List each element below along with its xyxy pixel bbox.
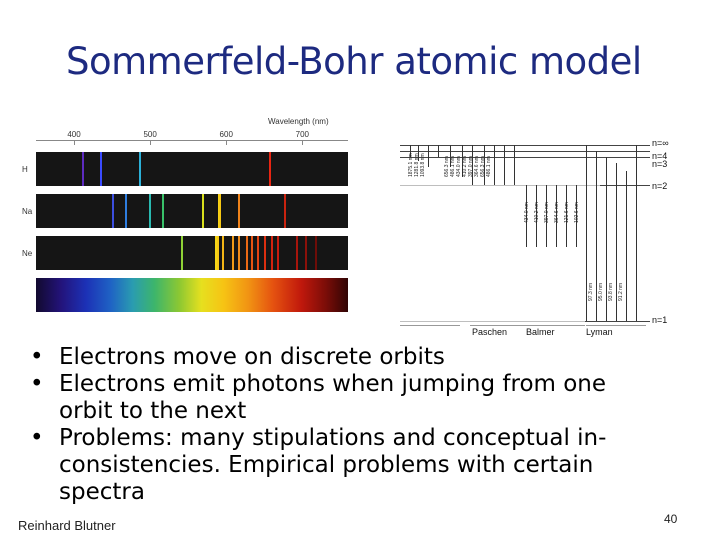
transition-wavelength-label: 656.3 nm <box>480 156 486 177</box>
energy-level-label: n=1 <box>652 315 668 325</box>
wavelength-tick-label: 400 <box>67 130 81 139</box>
spectral-line <box>100 152 102 186</box>
spectral-line <box>264 236 266 270</box>
energy-level-line <box>400 185 600 186</box>
transition-wavelength-label: 656.3 nm <box>444 156 450 177</box>
transition-wavelength-label: 93.8 nm <box>608 282 614 301</box>
wavelength-tick <box>226 140 227 145</box>
spectral-line <box>296 236 298 270</box>
transition-arrow <box>626 171 627 321</box>
spectral-line <box>305 236 307 270</box>
spectral-line <box>162 194 164 228</box>
energy-level-line <box>400 157 650 158</box>
series-label: Paschen <box>472 327 508 337</box>
spectrum-row-label: H <box>22 165 28 174</box>
energy-level-label: n=∞ <box>652 138 669 148</box>
spectral-line <box>238 194 240 228</box>
spectral-line <box>125 194 127 228</box>
energy-level-diagram <box>400 137 705 342</box>
spectral-line <box>277 236 279 270</box>
transition-arrow <box>438 145 439 157</box>
spectral-line <box>181 236 183 270</box>
spectral-line <box>219 194 221 228</box>
energy-level-label: n=2 <box>652 181 668 191</box>
energy-level-label: n=3 <box>652 159 668 169</box>
transition-arrow <box>494 145 495 185</box>
bullet-item: • Problems: many stipulations and conceptual in-consistencies. Empirical problems with certain spectra <box>30 425 660 506</box>
transition-arrow <box>586 145 587 321</box>
transition-wavelength-label: 486.1 nm <box>450 156 456 177</box>
spectral-line <box>238 236 240 270</box>
transition-wavelength-label: 95.0 nm <box>598 282 604 301</box>
wavelength-tick <box>74 140 75 145</box>
spectral-line <box>217 236 219 270</box>
spectral-line <box>222 236 224 270</box>
transition-wavelength-label: 1093.8 nm <box>420 153 426 177</box>
wavelength-tick <box>302 140 303 145</box>
wavelength-axis-title: Wavelength (nm) <box>268 117 329 126</box>
page-number: 40 <box>664 512 678 526</box>
transition-arrow <box>428 145 429 167</box>
bullet-item: • Electrons emit photons when jumping from one orbit to the next <box>30 371 660 425</box>
transition-arrow <box>636 145 637 321</box>
transition-wavelength-label: 364.6 nm <box>474 156 480 177</box>
spectral-line <box>246 236 248 270</box>
transition-wavelength-label: 410.2 nm <box>534 202 540 223</box>
spectral-line <box>257 236 259 270</box>
series-bracket <box>470 325 585 326</box>
energy-level-label: n=4 <box>652 151 668 161</box>
emission-spectrum-band <box>36 152 348 186</box>
spectrum-row-label: Na <box>22 207 33 216</box>
spectral-line <box>202 194 204 228</box>
series-bracket <box>400 325 460 326</box>
transition-arrow <box>596 151 597 321</box>
series-label: Balmer <box>526 327 555 337</box>
transition-wavelength-label: 91.2 nm <box>618 282 624 301</box>
transition-wavelength-label: 486.1 nm <box>486 156 492 177</box>
transition-wavelength-label: 434.0 nm <box>524 202 530 223</box>
emission-spectrum-band <box>36 194 348 228</box>
bullet-item: • Electrons move on discrete orbits <box>30 344 660 371</box>
spectral-line <box>112 194 114 228</box>
transition-wavelength-label: 97.3 nm <box>588 282 594 301</box>
spectra-figure <box>18 112 350 327</box>
spectral-line <box>315 236 317 270</box>
spectral-line <box>149 194 151 228</box>
transition-wavelength-label: 434.0 nm <box>456 156 462 177</box>
spectral-line <box>284 194 286 228</box>
transition-wavelength-label: 1875.1 nm <box>408 153 414 177</box>
bullet-list <box>30 344 660 506</box>
slide-title: Sommerfeld-Bohr atomic model <box>66 40 642 83</box>
transition-wavelength-label: 364.6 nm <box>554 202 560 223</box>
energy-level-line <box>400 321 585 322</box>
spectral-line <box>269 152 271 186</box>
spectrum-row-label: Ne <box>22 249 33 258</box>
transition-wavelength-label: 397.0 nm <box>468 156 474 177</box>
transition-wavelength-label: 410.2 nm <box>462 156 468 177</box>
spectral-line <box>139 152 141 186</box>
transition-wavelength-label: 102.6 nm <box>574 202 580 223</box>
wavelength-tick-label: 500 <box>143 130 157 139</box>
wavelength-scale <box>36 140 348 141</box>
transition-wavelength-label: 121.6 nm <box>564 202 570 223</box>
emission-spectrum-band <box>36 236 348 270</box>
transition-arrow <box>616 163 617 321</box>
energy-level-line <box>600 185 650 186</box>
series-bracket <box>586 325 646 326</box>
wavelength-tick-label: 600 <box>219 130 233 139</box>
transition-arrow <box>504 145 505 185</box>
spectral-line <box>82 152 84 186</box>
transition-wavelength-label: 1281.8 nm <box>414 153 420 177</box>
energy-level-line <box>585 321 650 322</box>
author-footer: Reinhard Blutner <box>18 518 116 533</box>
spectral-line <box>271 236 273 270</box>
transition-arrow <box>606 157 607 321</box>
spectral-line <box>251 236 253 270</box>
wavelength-tick-label: 700 <box>295 130 309 139</box>
spectral-line <box>232 236 234 270</box>
transition-wavelength-label: 397.0 nm <box>544 202 550 223</box>
series-label: Lyman <box>586 327 613 337</box>
continuous-spectrum-band <box>36 278 348 312</box>
transition-arrow <box>514 145 515 185</box>
wavelength-tick <box>150 140 151 145</box>
